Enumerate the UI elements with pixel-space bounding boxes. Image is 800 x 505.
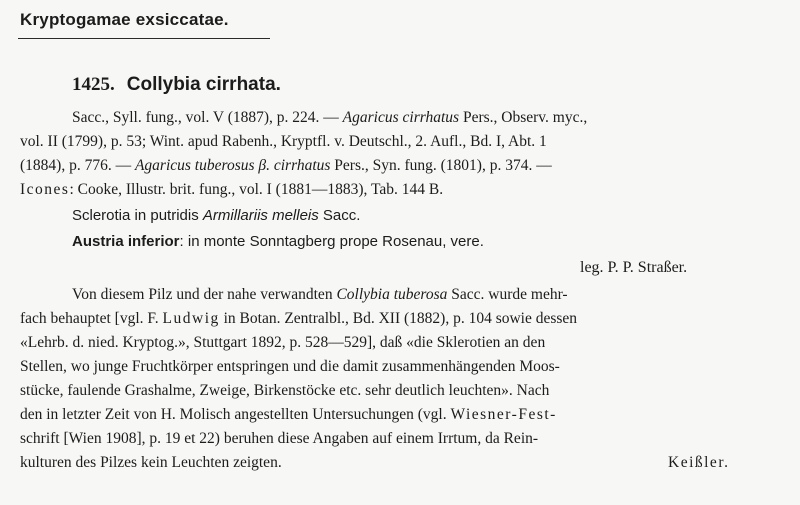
species-reference: Collybia tuberosa	[336, 286, 448, 303]
note-line-7: schrift [Wien 1908], p. 19 et 22) beruhen diese Angaben auf einem Irrtum, da Rein-	[20, 430, 539, 447]
entry-heading	[72, 74, 281, 96]
synonymy-text: (1884), p. 776. —	[20, 157, 135, 174]
host-name: Armillariis melleis	[202, 207, 319, 224]
author-name: Ludwig	[162, 310, 220, 327]
note-author: Keißler.	[668, 454, 730, 471]
substrate-text: Sacc.	[318, 207, 361, 224]
substrate-line	[72, 206, 360, 226]
icones-line	[20, 180, 443, 200]
synonymy-text: Pers., Syn. fung. (1801), p. 374. —	[330, 157, 552, 174]
icones-label: Icones	[20, 181, 70, 198]
synonymy-line-2	[20, 132, 547, 152]
synonymy-text: Sacc., Syll. fung., vol. V (1887), p. 224. —	[72, 109, 343, 126]
note-text: Sacc. wurde mehr-	[447, 286, 568, 303]
note-text: fach behauptet [vgl. F.	[20, 310, 163, 327]
note-line-4: Stellen, wo junge Fruchtkörper entspringen und die damit zusammenhängenden Moos-	[20, 358, 560, 375]
collector: leg. P. P. Straßer.	[580, 259, 688, 276]
entry-number: 1425.	[72, 74, 115, 95]
note-line-2	[20, 309, 577, 329]
note-line-1	[72, 285, 568, 305]
note-line-8: kulturen des Pilzes kein Leuchten zeigten.	[20, 454, 282, 471]
note-line-3: «Lehrb. d. nied. Kryptog.», Stuttgart 1892, p. 528—529], daß «die Sklerotien an den	[20, 334, 546, 351]
species-name: Collybia cirrhata.	[126, 74, 281, 95]
locality-region: Austria inferior	[72, 233, 180, 250]
synonymy-line-3	[20, 156, 552, 176]
note-text: den in letzter Zeit von H. Molisch angestellten Untersuchungen (vgl.	[20, 406, 451, 423]
locality-line	[72, 232, 484, 252]
synonym-name: Agaricus tuberosus β. cirrhatus	[134, 157, 331, 174]
note-text: Von diesem Pilz und der nahe verwandten	[72, 286, 337, 303]
note-line-5: stücke, faulende Grashalme, Zweige, Birkenstöcke etc. sehr deutlich leuchten». Nach	[20, 382, 550, 399]
synonymy-line-1	[72, 108, 587, 128]
note-line-6	[20, 405, 557, 425]
substrate-text: Sclerotia in putridis	[72, 207, 203, 224]
icones-text: : Cooke, Illustr. brit. fung., vol. I (1881—1883), Tab. 144 B.	[69, 181, 444, 198]
title-underline	[18, 38, 270, 39]
synonym-name: Agaricus cirrhatus	[342, 109, 460, 126]
series-title: Kryptogamae exsiccatae.	[20, 10, 229, 29]
synonymy-text: vol. II (1799), p. 53; Wint. apud Rabenh., Kryptfl. v. Deutschl., 2. Aufl., Bd. I, Abt. 1	[20, 133, 547, 150]
locality-text: : in monte Sonntagberg prope Rosenau, vere.	[179, 233, 484, 250]
synonymy-text: Pers., Observ. myc.,	[459, 109, 588, 126]
festschrift-name: Wiesner-Fest-	[450, 406, 557, 423]
note-text: in Botan. Zentralbl., Bd. XII (1882), p. 104 sowie dessen	[219, 310, 578, 327]
